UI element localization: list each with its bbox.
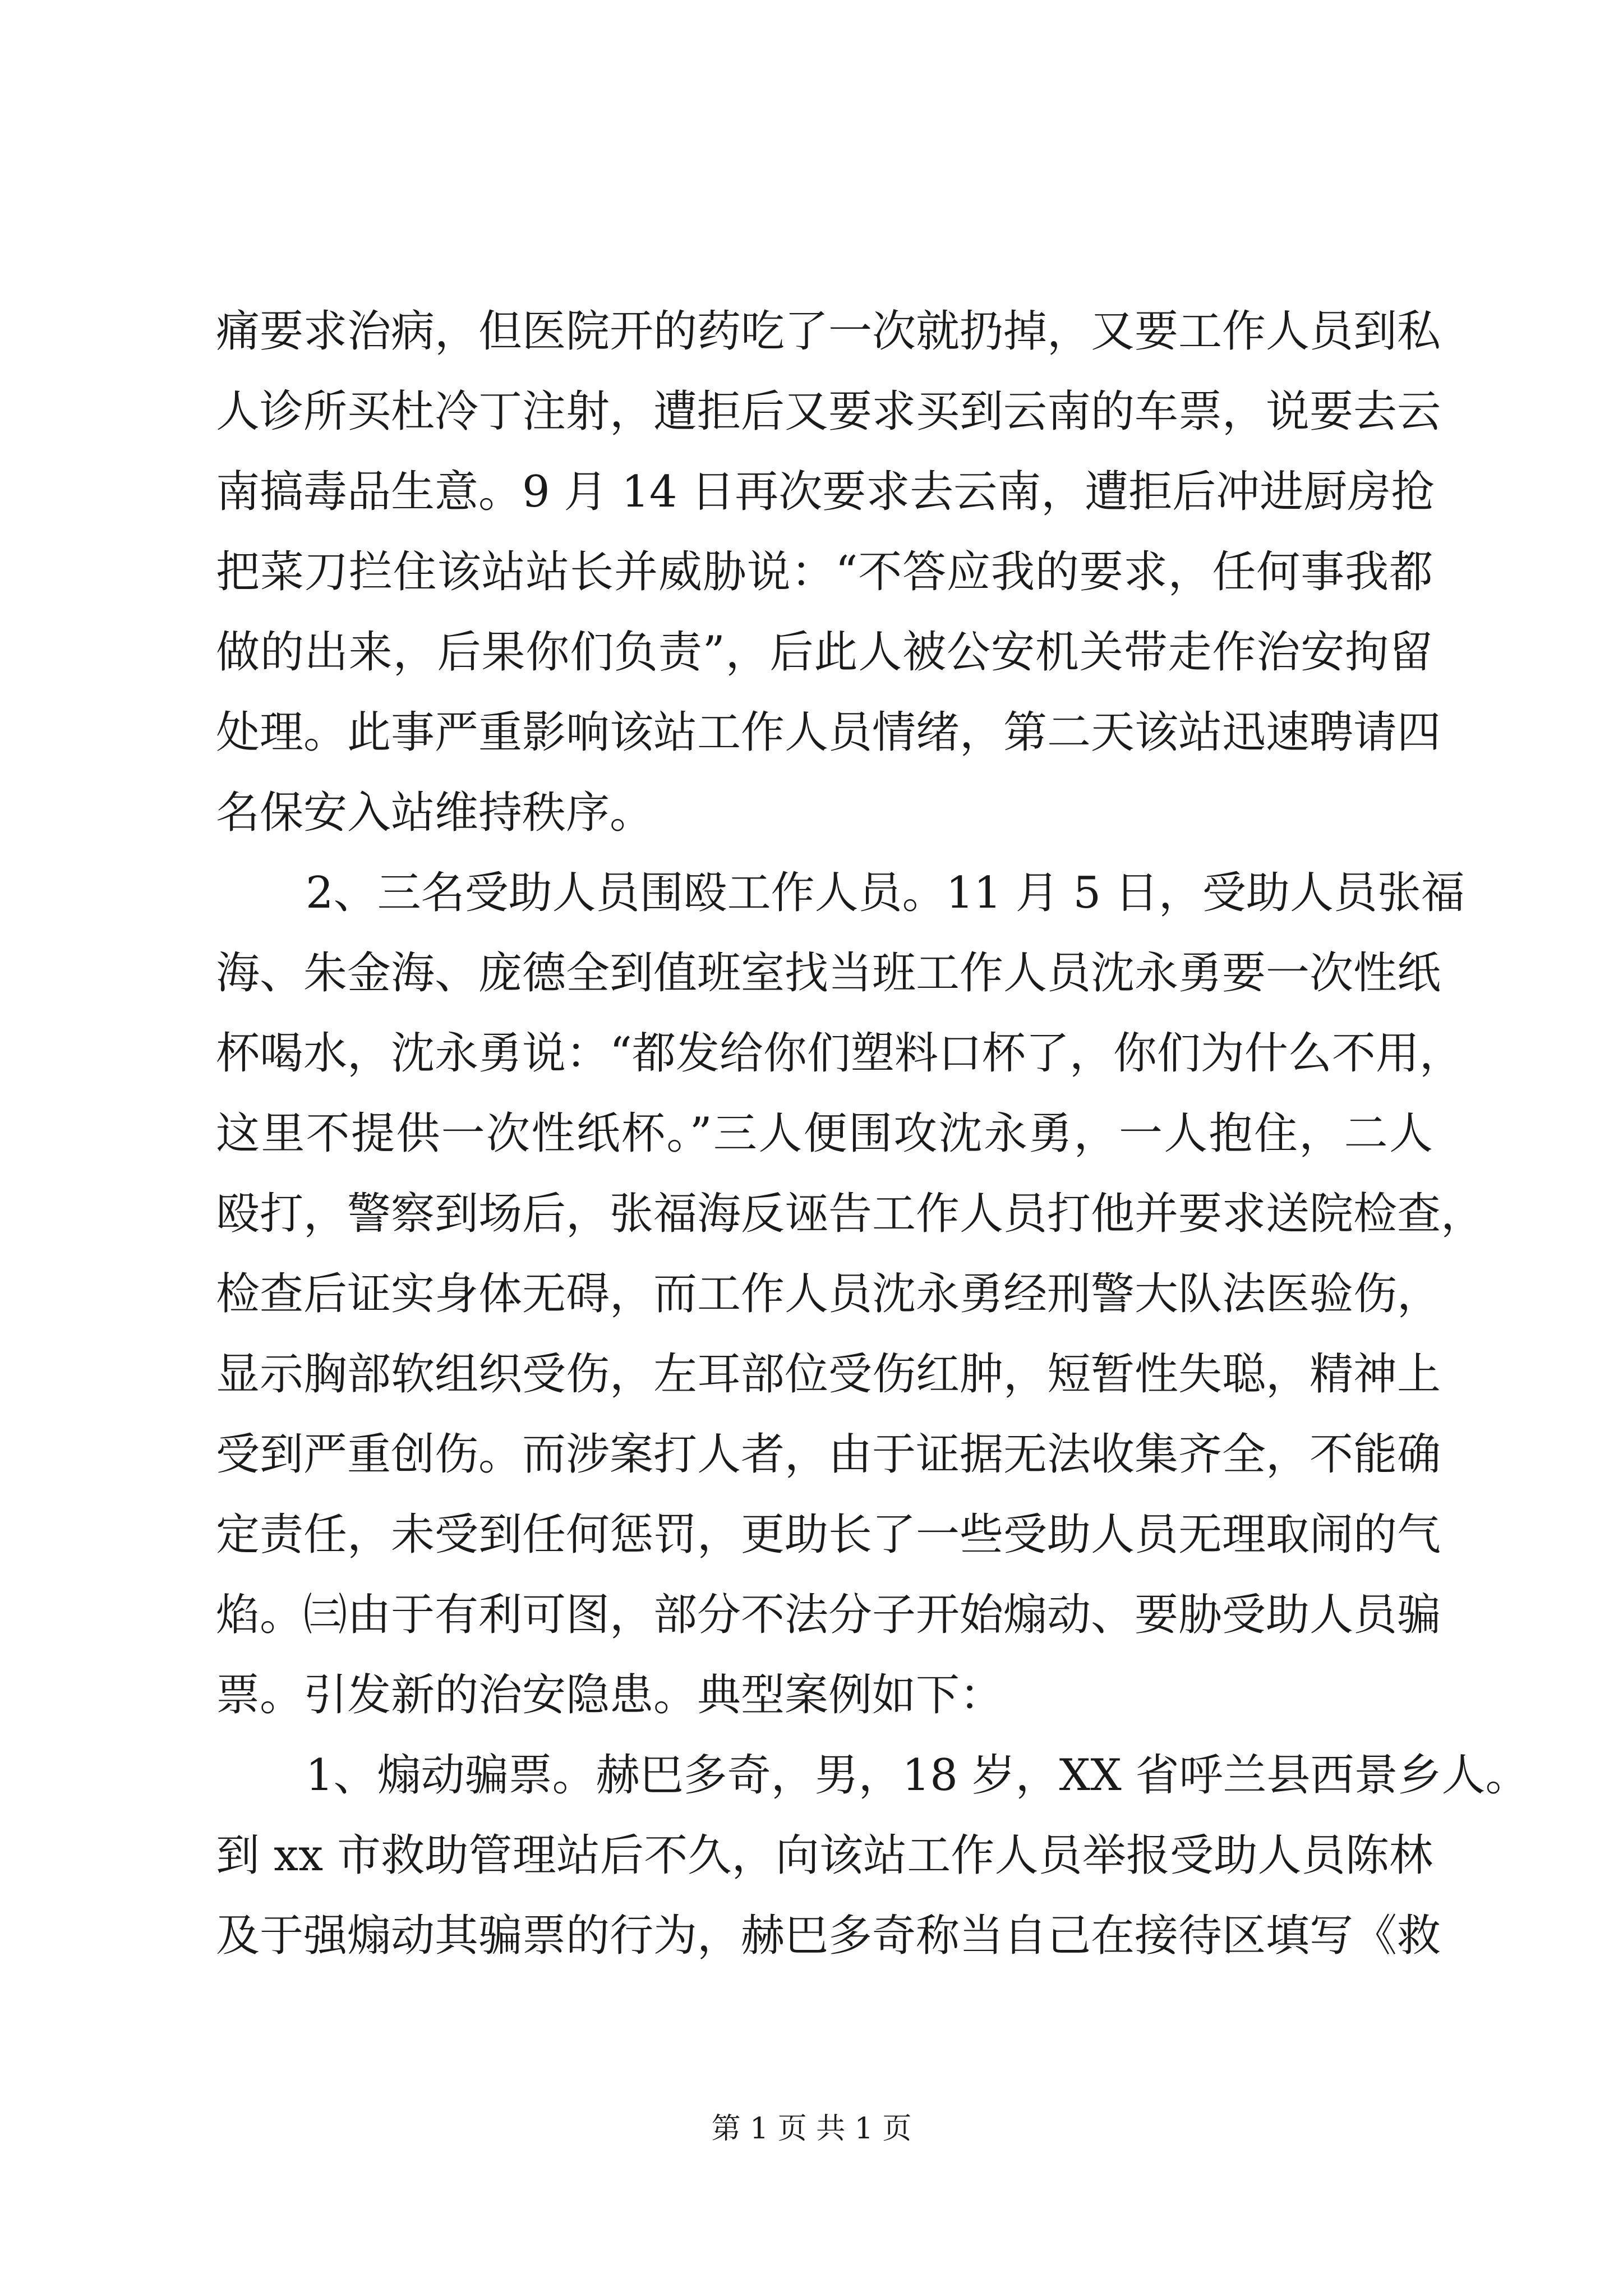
text-line: 定责任，未受到任何惩罚，更助长了一些受助人员无理取闹的气 bbox=[216, 1510, 1441, 1560]
text-line: 检查后证实身体无碍，而工作人员沈永勇经刑警大队法医验伤， bbox=[216, 1269, 1441, 1319]
text-line: 殴打，警察到场后，张福海反诬告工作人员打他并要求送院检查， bbox=[216, 1189, 1485, 1239]
text-line: 显示胸部软组织受伤，左耳部位受伤红肿，短暂性失聪，精神上 bbox=[216, 1349, 1441, 1400]
text-line: 2、三名受助人员围殴工作人员。11 月 5 日，受助人员张福 bbox=[306, 868, 1465, 918]
text-line: 这里不提供一次性纸杯。”三人便围攻沈永勇，一人抱住，二人 bbox=[216, 1108, 1433, 1159]
text-line: 受到严重创伤。而涉案打人者，由于证据无法收集齐全，不能确 bbox=[216, 1429, 1441, 1480]
page-number: 第 1 页 共 1 页 bbox=[711, 2112, 912, 2146]
text-line: 痛要求治病，但医院开的药吃了一次就扔掉，又要工作人员到私 bbox=[216, 306, 1441, 357]
text-line: 杯喝水，沈永勇说：“都发给你们塑料口杯了，你们为什么不用， bbox=[216, 1028, 1463, 1079]
text-line: 票。引发新的治安隐患。典型案例如下： bbox=[216, 1670, 1004, 1720]
text-line: 及于强煽动其骗票的行为，赫巴多奇称当自己在接待区填写《救 bbox=[216, 1911, 1441, 1961]
text-line: 处理。此事严重影响该站工作人员情绪，第二天该站迅速聘请四 bbox=[216, 707, 1441, 758]
text-line: 人诊所买杜冷丁注射，遭拒后又要求买到云南的车票，说要去云 bbox=[216, 386, 1441, 437]
text-line: 名保安入站维持秩序。 bbox=[216, 788, 654, 838]
text-line: 做的出来，后果你们负责”，后此人被公安机关带走作治安拘留 bbox=[216, 627, 1433, 678]
text-line: 到 xx 市救助管理站后不久，向该站工作人员举报受助人员陈林 bbox=[216, 1830, 1433, 1881]
text-line: 南搞毒品生意。9 月 14 日再次要求去云南，遭拒后冲进厨房抢 bbox=[216, 467, 1435, 517]
text-line: 把菜刀拦住该站站长并威胁说：“不答应我的要求，任何事我都 bbox=[216, 547, 1433, 597]
text-line: 海、朱金海、庞德全到值班室找当班工作人员沈永勇要一次性纸 bbox=[216, 948, 1441, 999]
body-text bbox=[216, 292, 1529, 1976]
text-line: 1、煽动骗票。赫巴多奇，男，18 岁，XX 省呼兰县西景乡人。 bbox=[306, 1750, 1529, 1801]
text-line: 焰。㈢由于有利可图，部分不法分子开始煽动、要胁受助人员骗 bbox=[216, 1590, 1441, 1640]
